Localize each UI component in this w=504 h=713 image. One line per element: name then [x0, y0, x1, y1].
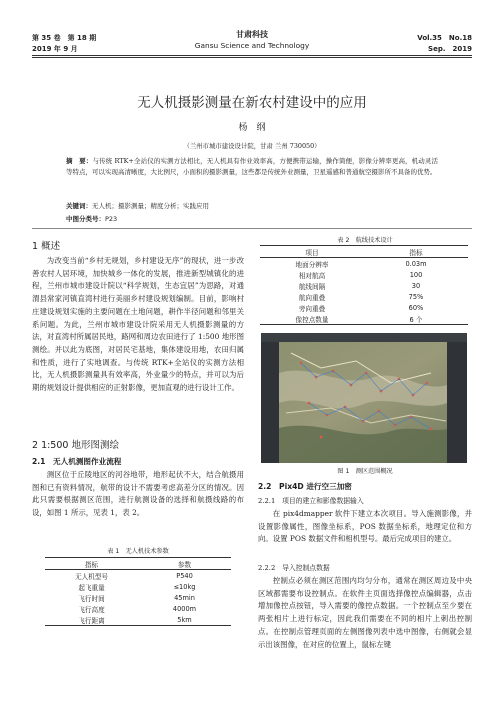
table-cell: 45min — [174, 593, 195, 602]
section-2-2-2-body — [258, 575, 472, 705]
table-row — [45, 614, 231, 626]
table-cell: 航线间隔 — [298, 282, 326, 291]
survey-area-aerial-image — [261, 333, 467, 463]
table-cell: 地面分辨率 — [295, 260, 329, 269]
table-cell: 相对航高 — [298, 271, 326, 280]
table-row — [260, 291, 468, 302]
figure-1-caption: 图 1 测区范围概况 — [337, 468, 393, 475]
table-cell: ≤10kg — [173, 582, 196, 591]
table-cell: 100 — [409, 270, 423, 279]
table-1 — [45, 557, 231, 626]
table-cell: 飞行时间 — [78, 594, 105, 603]
abstract — [66, 156, 438, 178]
date-cn: 2019 年 9 月 — [32, 45, 78, 53]
journal-name-en: Gansu Science and Technology — [194, 41, 310, 50]
table-row — [260, 280, 468, 291]
table-row — [45, 603, 231, 614]
table-cell: 4000m — [172, 604, 197, 613]
keywords — [66, 201, 209, 210]
section-2-1-body — [32, 469, 244, 520]
clc-number — [66, 214, 117, 223]
article-affiliation: （兰州市城市建设设计院，甘肃 兰州 730050） — [183, 142, 321, 150]
abstract-text: 与传统 RTK+全站仪的实测方法相比，无人机具有作业效率高，方便携带运输，操作简便，影像分辨率更高，机动灵活等特点，可以实现高清晰度，大比例尺，小面积的摄影测量，这些都是传统外业测量，卫星遥感和普通航空摄影所不具备的优势。 — [66, 157, 439, 177]
volume-issue-cn: 第 35 卷 第 18 期 — [32, 34, 97, 42]
section-1-heading: 1 概述 — [32, 241, 61, 252]
table-cell: 30 — [411, 281, 421, 290]
section-1-paragraph: 为改变当前“乡村无规划，乡村建设无序”的现状，进一步改善农村人居环境，加快城乡一体化的发展，推进新型城镇化的进程，兰州市城市建设计院以“科学规划，生态宜居”为思路，对通渭县常家河镇直湾村进行美丽乡村建设规划编制。目前，影响村庄建设规划实施的主要问题在土地问题，耕作半径问题和邻里关系问题。为此，兰州市城市建设计院采用无人机摄影测量的方法，对直湾村所属居民地，路网和周边农田进行了 1:500 地形图测绘。并以此为底图，对居民宅基地，集体建设用地，农田归属和性质，进行了实地调查。与传统 RTK+全站仪的实测方法相比，无人机摄影测量具有效率高，外业量少的特点，并可以为后期的规划设计提供相应的正射影像，更加直观的进行设计工作。 — [32, 256, 244, 393]
table-cell: 飞行距离 — [78, 616, 105, 625]
article-author: 杨 纲 — [238, 123, 266, 133]
table-2-caption: 表 2 航线技术设计 — [337, 237, 393, 244]
table-header-row — [45, 558, 231, 570]
keywords-text: 无人机；摄影测量；精度分析；实践应用 — [92, 202, 209, 210]
table-cell: 60% — [408, 303, 424, 312]
table-row — [45, 570, 231, 582]
section-2-2-1-heading: 2.2.1 项目的建立和影像数据输入 — [258, 497, 364, 505]
table-row — [260, 302, 468, 313]
section-2-2-1-paragraph: 在 pix4dmapper 软件下建立本次项目。导入施测影像，并设置影像属性，图像坐标系，POS 数据坐标系，地理定位和方向。设置 POS 数据文件和相机型号。最后完成项目的建立。 — [258, 509, 472, 544]
section-2-1-paragraph: 测区位于丘陵地区的河谷地带，地形起伏不大，结合航摄用图和已有资料情况，航带的设计不需要考虑高差分区的情况。因此只需要根据测区范围，进行航测设备的选择和航摄线路的布设，如图 1 所示，见表 1，表 2。 — [32, 470, 244, 518]
table-1-caption: 表 1 无人机技术参数 — [107, 548, 169, 555]
table-cell: 6 个 — [409, 315, 423, 324]
table-cell: 75% — [408, 292, 424, 301]
volume-issue-en: Vol.35 No.18 — [417, 34, 472, 42]
section-2-2-2-paragraph: 控制点必须在测区范围内均匀分布，通常在测区周边及中央区域都需要布设控制点。在软件主页面选择像控点编辑器，点击增加像控点按钮，导入需要的像控点数据。一个控制点至少要在两张相片上进行标定，因此我们需要在不同的相片上刺出控制点。在控制点管理页面的左侧图像列表中选中图像，右侧就会显示出该图像，在对应的位置上，鼠标左键 — [258, 576, 472, 649]
table-row — [260, 269, 468, 280]
table-header-cell: 指标 — [84, 560, 99, 569]
table-cell: 5km — [177, 615, 192, 624]
section-2-2-1-body — [258, 508, 472, 546]
table-cell: 无人机型号 — [75, 572, 108, 581]
keywords-label: 关键词： — [66, 202, 92, 210]
section-1-body — [32, 255, 244, 395]
article-title: 无人机摄影测量在新农村建设中的应用 — [137, 95, 367, 111]
table-cell: 0.03m — [405, 259, 427, 268]
table-row — [260, 258, 468, 270]
title-block-rule — [32, 228, 472, 229]
section-2-1-heading: 2.1 无人机测图作业流程 — [32, 457, 122, 466]
table-cell: 像控点数量 — [295, 315, 329, 324]
header-rule — [32, 55, 472, 56]
table-cell: 起飞重量 — [78, 583, 105, 592]
table-cell: P540 — [176, 571, 193, 580]
table-2 — [260, 245, 468, 325]
journal-name-cn: 甘肃科技 — [236, 30, 268, 39]
clc-label: 中图分类号： — [66, 215, 105, 223]
table-header-cell: 参数 — [177, 560, 192, 569]
table-header-row — [260, 246, 468, 258]
table-header-cell: 项目 — [305, 248, 319, 257]
clc-text: P23 — [105, 215, 118, 223]
table-cell: 飞行高度 — [78, 605, 105, 614]
abstract-label: 摘 要： — [66, 157, 93, 165]
table-cell: 旁向重叠 — [298, 304, 326, 313]
table-cell: 航向重叠 — [298, 293, 326, 302]
table-row — [45, 592, 231, 603]
header-rule-thin — [32, 57, 472, 58]
table-header-cell: 指标 — [409, 248, 423, 257]
table-row — [260, 313, 468, 325]
date-en: Sep. 2019 — [428, 45, 472, 53]
section-2-heading: 2 1:500 地形图测绘 — [32, 440, 119, 451]
section-2-2-heading: 2.2 Pix4D 进行空三加密 — [258, 482, 352, 491]
table-row — [45, 581, 231, 592]
section-2-2-2-heading: 2.2.2 导入控制点数据 — [258, 564, 330, 572]
